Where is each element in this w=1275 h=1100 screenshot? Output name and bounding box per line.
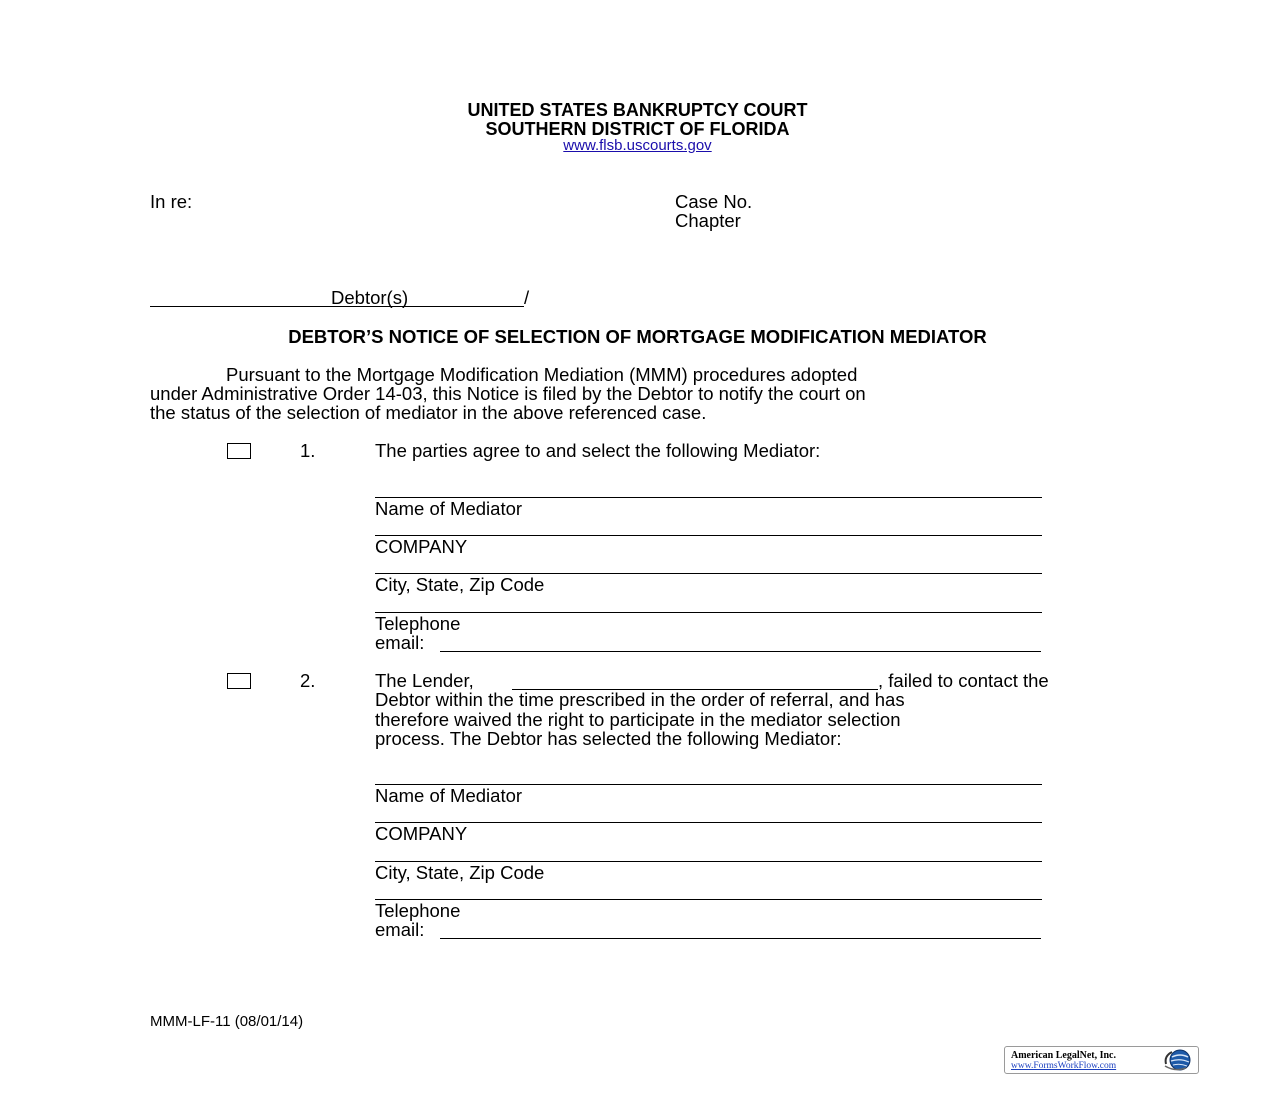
option-2-company-label: COMPANY xyxy=(375,823,468,844)
option-1-name-label: Name of Mediator xyxy=(375,498,523,519)
globe-logo-icon xyxy=(1160,1048,1194,1072)
option-1-checkbox[interactable] xyxy=(227,443,251,459)
option-2-company-line[interactable] xyxy=(375,822,1042,823)
option-2-email-label: email: xyxy=(375,919,425,940)
option-1-email-label: email: xyxy=(375,632,425,653)
option-2-line-3: therefore waived the right to participate in the mediator selection xyxy=(375,709,901,730)
chapter-label: Chapter xyxy=(675,210,741,231)
option-2-line-4: process. The Debtor has selected the following Mediator: xyxy=(375,728,842,749)
court-district: SOUTHERN DISTRICT OF FLORIDA xyxy=(485,119,790,139)
option-1-telephone-line[interactable] xyxy=(375,612,1042,613)
option-1-number: 1. xyxy=(300,440,316,461)
option-1-text: The parties agree to and select the following Mediator: xyxy=(375,440,821,461)
option-2-checkbox[interactable] xyxy=(227,673,251,689)
intro-line-2: under Administrative Order 14-03, this Notice is filed by the Debtor to notify the court on xyxy=(150,383,866,404)
debtor-label: Debtor(s) xyxy=(331,287,409,308)
option-1-city-label: City, State, Zip Code xyxy=(375,574,545,595)
option-1-company-label: COMPANY xyxy=(375,536,468,557)
option-2-line-2: Debtor within the time prescribed in the order of referral, and has xyxy=(375,689,905,710)
in-re-label: In re: xyxy=(150,191,193,212)
option-1-telephone-label: Telephone xyxy=(375,613,461,634)
debtor-slash: / xyxy=(524,287,530,308)
option-2-telephone-line[interactable] xyxy=(375,899,1042,900)
form-code: MMM-LF-11 (08/01/14) xyxy=(150,1013,304,1030)
court-name: UNITED STATES BANKRUPTCY COURT xyxy=(467,100,808,120)
option-2-city-label: City, State, Zip Code xyxy=(375,862,545,883)
option-1-email-line[interactable] xyxy=(440,651,1041,652)
option-2-telephone-label: Telephone xyxy=(375,900,461,921)
option-2-name-label: Name of Mediator xyxy=(375,785,523,806)
option-2-number: 2. xyxy=(300,670,316,691)
publisher-url[interactable]: www.FormsWorkFlow.com xyxy=(1011,1061,1117,1071)
intro-line-3: the status of the selection of mediator in the above referenced case. xyxy=(150,402,707,423)
option-2-lender-suffix: , failed to contact the xyxy=(878,670,1049,691)
publisher-badge[interactable] xyxy=(1004,1046,1199,1074)
intro-line-1: Pursuant to the Mortgage Modification Mediation (MMM) procedures adopted xyxy=(226,364,858,385)
court-website-link[interactable]: www.flsb.uscourts.gov xyxy=(563,137,712,154)
notice-title: DEBTOR’S NOTICE OF SELECTION OF MORTGAGE MODIFICATION MEDIATOR xyxy=(288,326,987,347)
option-2-lender-prefix: The Lender, xyxy=(375,670,474,691)
option-2-email-line[interactable] xyxy=(440,938,1041,939)
case-no-label: Case No. xyxy=(675,191,753,212)
option-1-company-line[interactable] xyxy=(375,535,1042,536)
publisher-name: American LegalNet, Inc. xyxy=(1011,1050,1116,1061)
